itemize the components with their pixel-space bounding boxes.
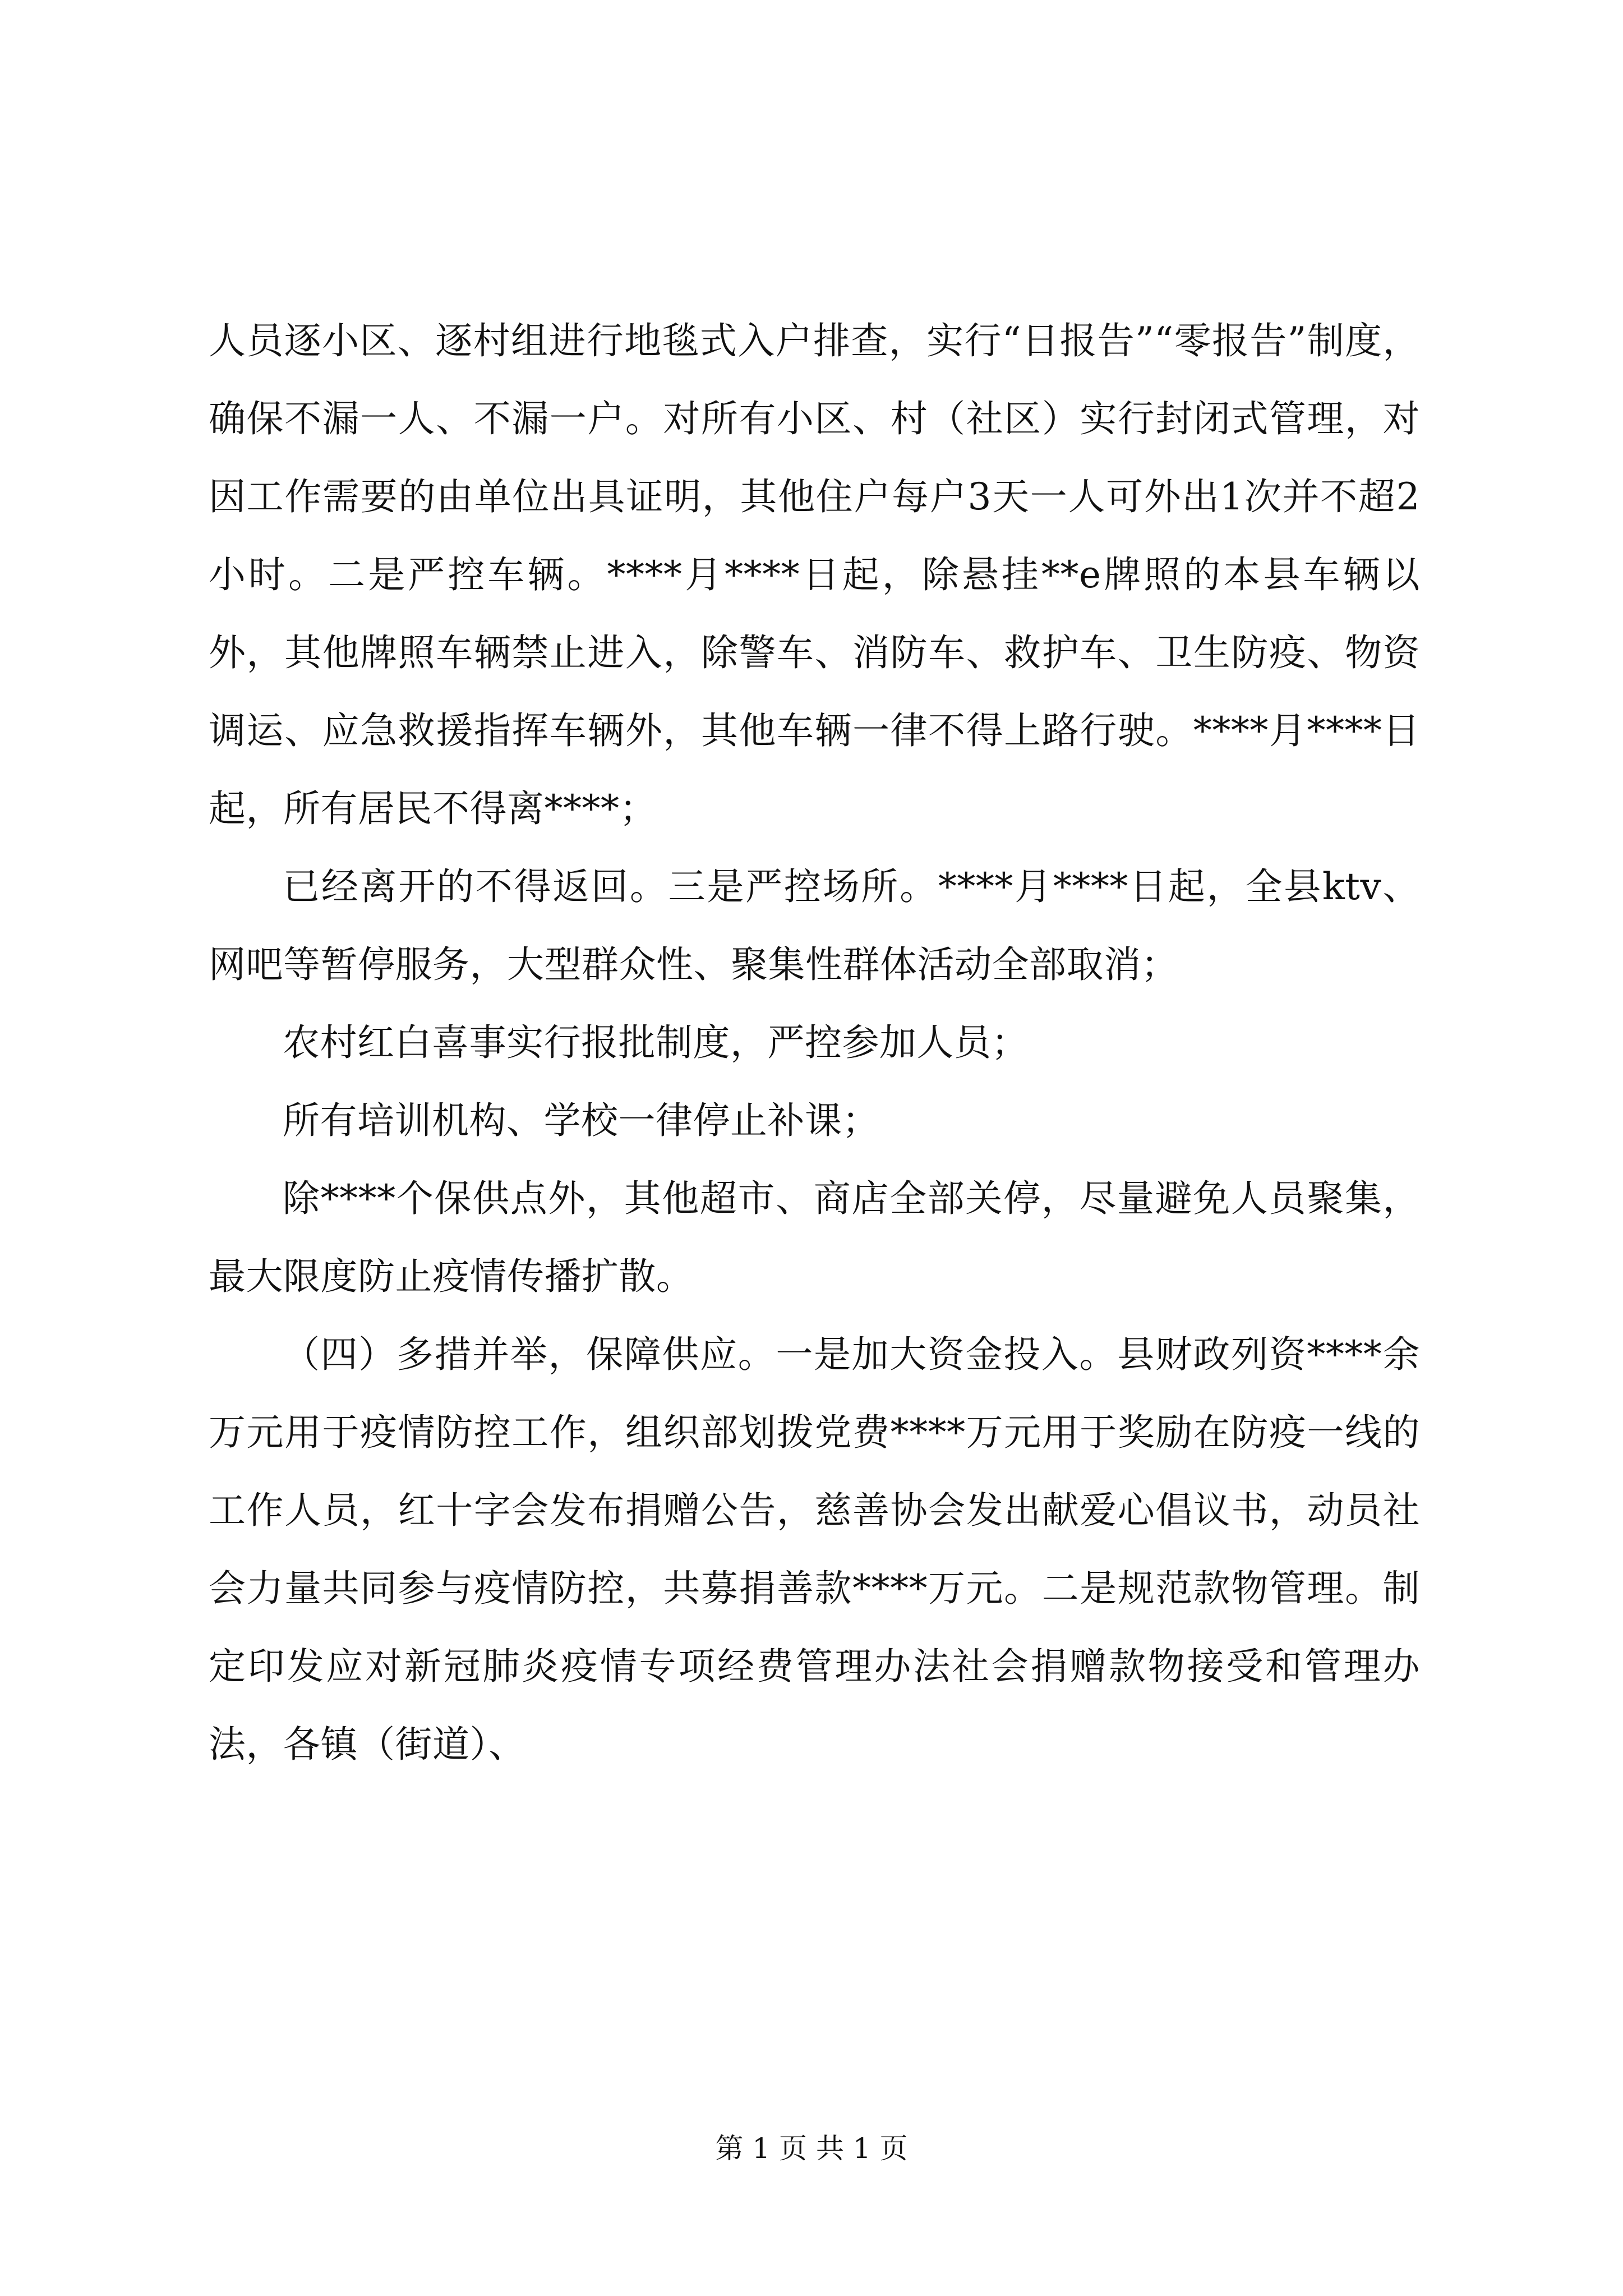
paragraph-2: 已经离开的不得返回。三是严控场所。****月****日起，全县ktv、网吧等暂停服务，大型群众性、聚集性群体活动全部取消； xyxy=(209,865,1420,986)
paragraph-4: 所有培训机构、学校一律停止补课； xyxy=(283,1099,879,1142)
paragraph-1: 人员逐小区、逐村组进行地毯式入户排查，实行“日报告”“零报告”制度，确保不漏一人、不漏一户。对所有小区、村（社区）实行封闭式管理，对因工作需要的由单位出具证明，其他住户每户3天一人可外出1次并不超2小时。二是严控车辆。****月****日起，除悬挂**e牌照的本县车辆以外，其他牌照车辆禁止进入，除警车、消防车、救护车、卫生防疫、物资调运、应急救援指挥车辆外，其他车辆一律不得上路行驶。****月****日起，所有居民不得离****； xyxy=(209,319,1420,830)
paragraph-3: 农村红白喜事实行报批制度，严控参加人员； xyxy=(283,1021,1029,1064)
paragraph-6: （四）多措并举，保障供应。一是加大资金投入。县财政列资****余万元用于疫情防控工作，组织部划拨党费****万元用于奖励在防疫一线的工作人员，红十字会发布捐赠公告，慈善协会发出献爱心倡议书，动员社会力量共同参与疫情防控，共募捐善款****万元。二是规范款物管理。制定印发应对新冠肺炎疫情专项经费管理办法社会捐赠款物接受和管理办法，各镇（街道）、 xyxy=(209,1333,1420,1766)
paragraph-5: 除****个保供点外，其他超市、商店全部关停，尽量避免人员聚集，最大限度防止疫情传播扩散。 xyxy=(209,1177,1420,1298)
page-footer: 第 1 页 共 1 页 xyxy=(715,2132,908,2165)
body-text xyxy=(209,302,1420,1783)
